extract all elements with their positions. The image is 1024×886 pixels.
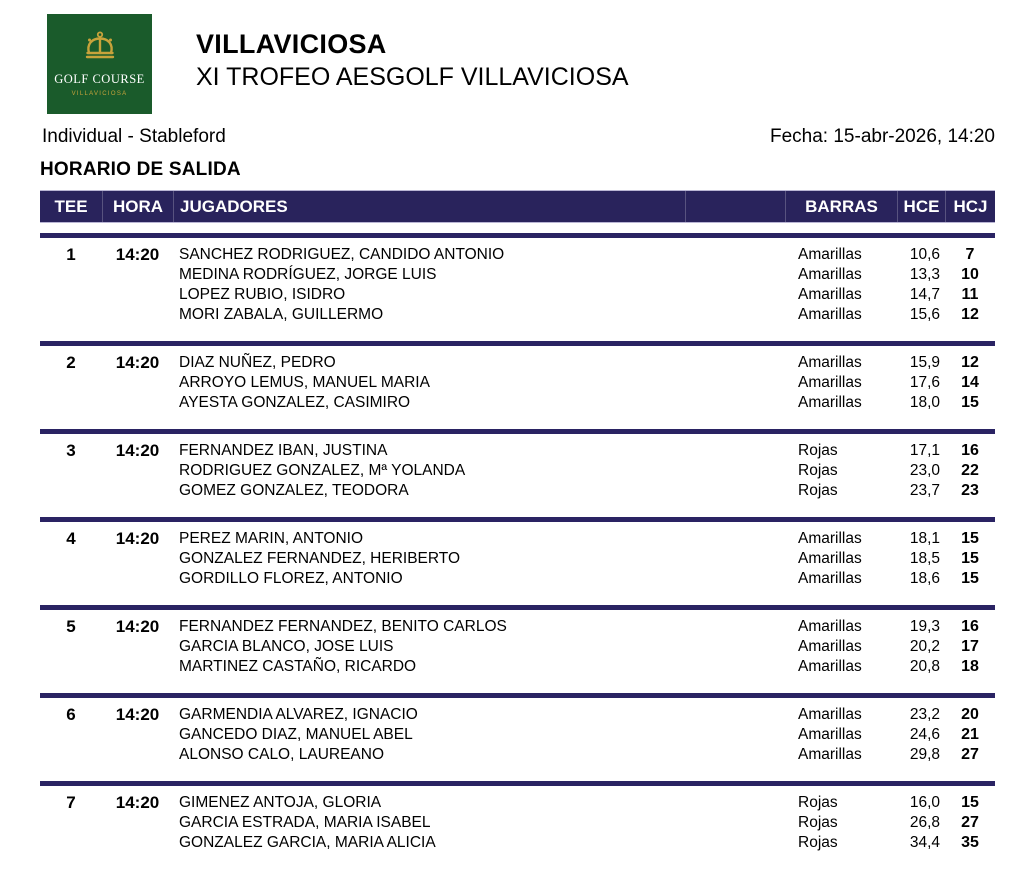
logo-name: GOLF COURSE bbox=[54, 72, 145, 86]
hce-value: 18,0 bbox=[909, 394, 940, 411]
tee-group bbox=[40, 233, 995, 341]
tournament-title: XI TROFEO AESGOLF VILLAVICIOSA bbox=[196, 62, 629, 91]
player-name: GARCIA BLANCO, JOSE LUIS bbox=[179, 638, 394, 655]
barras-value: Amarillas bbox=[798, 394, 862, 411]
hce-value: 20,8 bbox=[909, 658, 940, 675]
tee-group bbox=[40, 605, 995, 693]
barras-value: Amarillas bbox=[798, 286, 862, 303]
player-row bbox=[40, 657, 995, 677]
player-row bbox=[40, 529, 995, 549]
barras-value: Amarillas bbox=[798, 374, 862, 391]
col-header-spacer bbox=[685, 191, 785, 222]
hce-value: 18,1 bbox=[909, 530, 940, 547]
player-name: AYESTA GONZALEZ, CASIMIRO bbox=[179, 394, 411, 411]
player-name: GORDILLO FLOREZ, ANTONIO bbox=[179, 570, 403, 587]
hcj-value: 15 bbox=[961, 550, 979, 567]
barras-value: Amarillas bbox=[798, 530, 862, 547]
barras-value: Amarillas bbox=[798, 706, 862, 723]
meta-row bbox=[42, 126, 995, 148]
player-name: MARTINEZ CASTAÑO, RICARDO bbox=[179, 658, 417, 675]
hce-value: 19,3 bbox=[909, 618, 940, 635]
player-name: FERNANDEZ IBAN, JUSTINA bbox=[179, 442, 388, 459]
hce-value: 23,7 bbox=[909, 482, 940, 499]
hcj-value: 20 bbox=[961, 706, 979, 723]
player-name: GOMEZ GONZALEZ, TEODORA bbox=[179, 482, 409, 499]
tee-number: 4 bbox=[66, 529, 76, 548]
barras-value: Amarillas bbox=[798, 638, 862, 655]
player-row bbox=[40, 441, 995, 461]
club-title: VILLAVICIOSA bbox=[196, 29, 387, 59]
hce-value: 29,8 bbox=[909, 746, 940, 763]
club-logo bbox=[47, 14, 152, 114]
hce-value: 24,6 bbox=[909, 726, 940, 743]
tee-time: 14:20 bbox=[115, 793, 160, 812]
player-row bbox=[40, 265, 995, 285]
hcj-value: 15 bbox=[961, 570, 979, 587]
tee-time: 14:20 bbox=[115, 705, 160, 724]
hce-value: 34,4 bbox=[909, 834, 940, 851]
barras-value: Amarillas bbox=[798, 746, 862, 763]
hce-value: 10,6 bbox=[909, 246, 940, 263]
player-row bbox=[40, 637, 995, 657]
player-name: GONZALEZ GARCIA, MARIA ALICIA bbox=[179, 834, 436, 851]
hcj-value: 15 bbox=[961, 530, 979, 547]
barras-value: Amarillas bbox=[798, 618, 862, 635]
hcj-value: 7 bbox=[965, 246, 975, 263]
tee-number: 5 bbox=[66, 617, 76, 636]
player-row bbox=[40, 745, 995, 765]
hce-value: 14,7 bbox=[909, 286, 940, 303]
tee-time: 14:20 bbox=[115, 353, 160, 372]
section-title: HORARIO DE SALIDA bbox=[40, 159, 241, 180]
table-header bbox=[40, 190, 995, 223]
player-row bbox=[40, 813, 995, 833]
hce-value: 18,5 bbox=[909, 550, 940, 567]
tee-group bbox=[40, 781, 995, 869]
tee-time: 14:20 bbox=[115, 529, 160, 548]
col-header-barras: BARRAS bbox=[785, 191, 897, 222]
player-row bbox=[40, 569, 995, 589]
hcj-value: 12 bbox=[961, 354, 979, 371]
tee-number: 2 bbox=[66, 353, 76, 372]
col-header-hcj: HCJ bbox=[945, 191, 995, 222]
barras-value: Amarillas bbox=[798, 658, 862, 675]
barras-value: Amarillas bbox=[798, 354, 862, 371]
start-times-table bbox=[40, 190, 995, 869]
hcj-value: 12 bbox=[961, 306, 979, 323]
hcj-value: 14 bbox=[961, 374, 979, 391]
barras-value: Amarillas bbox=[798, 726, 862, 743]
logo-subname: VILLAVICIOSA bbox=[71, 91, 128, 97]
player-row bbox=[40, 793, 995, 813]
hcj-value: 15 bbox=[961, 794, 979, 811]
tee-time: 14:20 bbox=[115, 245, 160, 264]
col-header-hce: HCE bbox=[897, 191, 945, 222]
hcj-value: 23 bbox=[961, 482, 979, 499]
hce-value: 15,9 bbox=[909, 354, 940, 371]
barras-value: Rojas bbox=[798, 462, 838, 479]
player-row bbox=[40, 725, 995, 745]
player-row bbox=[40, 481, 995, 501]
hcj-value: 16 bbox=[961, 618, 979, 635]
tee-group bbox=[40, 517, 995, 605]
barras-value: Amarillas bbox=[798, 570, 862, 587]
barras-value: Amarillas bbox=[798, 246, 862, 263]
player-name: MORI ZABALA, GUILLERMO bbox=[179, 306, 384, 323]
tee-time: 14:20 bbox=[115, 441, 160, 460]
col-header-hora: HORA bbox=[102, 191, 173, 222]
hce-value: 23,2 bbox=[909, 706, 940, 723]
barras-value: Amarillas bbox=[798, 306, 862, 323]
barras-value: Rojas bbox=[798, 482, 838, 499]
player-row bbox=[40, 461, 995, 481]
hce-value: 20,2 bbox=[909, 638, 940, 655]
barras-value: Amarillas bbox=[798, 266, 862, 283]
hcj-value: 11 bbox=[961, 286, 979, 303]
player-row bbox=[40, 353, 995, 373]
player-name: GIMENEZ ANTOJA, GLORIA bbox=[179, 794, 382, 811]
player-name: PEREZ MARIN, ANTONIO bbox=[179, 530, 364, 547]
player-row bbox=[40, 285, 995, 305]
tee-number: 1 bbox=[66, 245, 76, 264]
hce-value: 26,8 bbox=[909, 814, 940, 831]
hcj-value: 35 bbox=[961, 834, 979, 851]
hce-value: 17,1 bbox=[909, 442, 940, 459]
tee-number: 6 bbox=[66, 705, 76, 724]
player-name: GARCIA ESTRADA, MARIA ISABEL bbox=[179, 814, 431, 831]
player-name: ALONSO CALO, LAUREANO bbox=[179, 746, 385, 763]
player-name: MEDINA RODRÍGUEZ, JORGE LUIS bbox=[179, 266, 437, 283]
barras-value: Amarillas bbox=[798, 550, 862, 567]
hcj-value: 21 bbox=[961, 726, 979, 743]
competition-date: Fecha: 15-abr-2026, 14:20 bbox=[770, 126, 995, 147]
player-name: RODRIGUEZ GONZALEZ, Mª YOLANDA bbox=[179, 462, 466, 479]
col-header-tee: TEE bbox=[54, 196, 88, 216]
hcj-value: 17 bbox=[961, 638, 979, 655]
player-name: LOPEZ RUBIO, ISIDRO bbox=[179, 286, 346, 303]
hcj-value: 16 bbox=[961, 442, 979, 459]
tee-time: 14:20 bbox=[115, 617, 160, 636]
barras-value: Rojas bbox=[798, 442, 838, 459]
tee-groups bbox=[40, 233, 995, 869]
player-row bbox=[40, 305, 995, 325]
hcj-value: 18 bbox=[961, 658, 979, 675]
barras-value: Rojas bbox=[798, 834, 838, 851]
player-row bbox=[40, 833, 995, 853]
player-name: ARROYO LEMUS, MANUEL MARIA bbox=[179, 374, 430, 391]
player-name: FERNANDEZ FERNANDEZ, BENITO CARLOS bbox=[179, 618, 507, 635]
hcj-value: 27 bbox=[961, 814, 979, 831]
masthead-titles bbox=[196, 30, 629, 91]
barras-value: Rojas bbox=[798, 814, 838, 831]
crown-icon bbox=[80, 31, 120, 66]
hcj-value: 15 bbox=[961, 394, 979, 411]
player-row bbox=[40, 617, 995, 637]
player-row bbox=[40, 549, 995, 569]
player-name: GANCEDO DIAZ, MANUEL ABEL bbox=[179, 726, 413, 743]
col-header-jugadores: JUGADORES bbox=[173, 191, 685, 222]
tee-group bbox=[40, 429, 995, 517]
player-name: SANCHEZ RODRIGUEZ, CANDIDO ANTONIO bbox=[179, 246, 505, 263]
player-row bbox=[40, 373, 995, 393]
hce-value: 23,0 bbox=[909, 462, 940, 479]
player-row bbox=[40, 705, 995, 725]
hce-value: 15,6 bbox=[909, 306, 940, 323]
tee-number: 3 bbox=[66, 441, 76, 460]
hce-value: 16,0 bbox=[909, 794, 940, 811]
player-row bbox=[40, 245, 995, 265]
hce-value: 18,6 bbox=[909, 570, 940, 587]
hce-value: 13,3 bbox=[909, 266, 940, 283]
hce-value: 17,6 bbox=[909, 374, 940, 391]
tee-group bbox=[40, 693, 995, 781]
competition-format: Individual - Stableford bbox=[42, 126, 226, 147]
hcj-value: 10 bbox=[961, 266, 979, 283]
hcj-value: 22 bbox=[961, 462, 979, 479]
tee-number: 7 bbox=[66, 793, 76, 812]
player-name: GARMENDIA ALVAREZ, IGNACIO bbox=[179, 706, 418, 723]
player-name: DIAZ NUÑEZ, PEDRO bbox=[179, 354, 336, 371]
hcj-value: 27 bbox=[961, 746, 979, 763]
player-row bbox=[40, 393, 995, 413]
barras-value: Rojas bbox=[798, 794, 838, 811]
tee-group bbox=[40, 341, 995, 429]
player-name: GONZALEZ FERNANDEZ, HERIBERTO bbox=[179, 550, 461, 567]
